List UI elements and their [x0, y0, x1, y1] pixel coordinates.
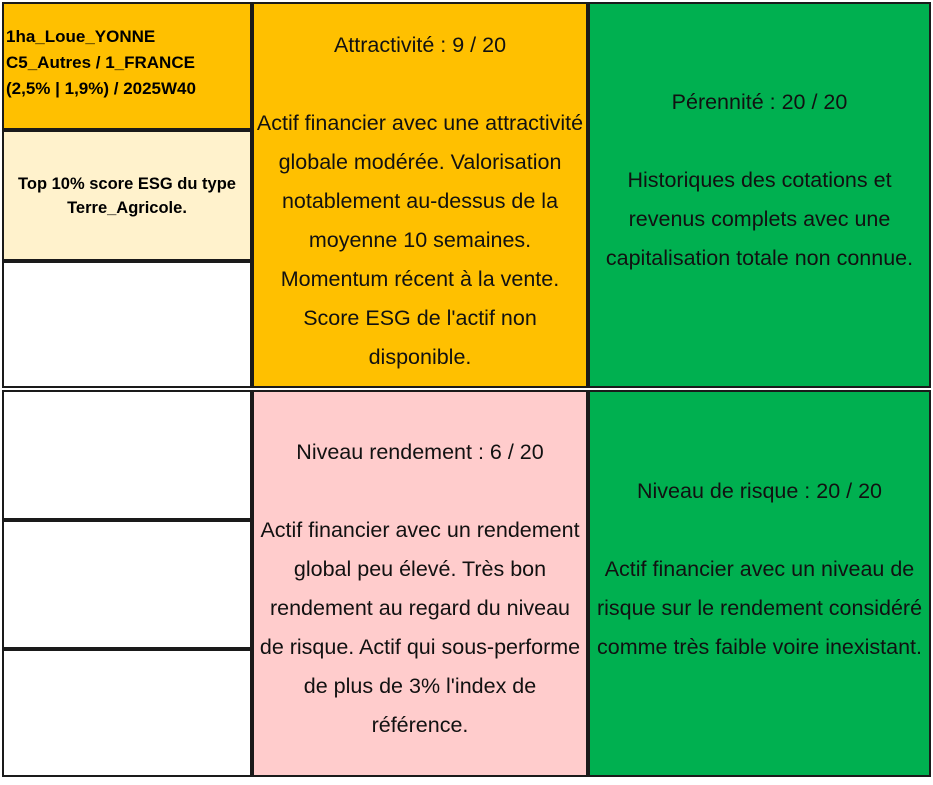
perennite-description: Historiques des cotations et revenus complets avec une capitalisation totale non connue.: [605, 168, 914, 270]
empty-cell: [2, 520, 252, 649]
asset-identifier-cell: [2, 2, 252, 130]
rendement-title: Niveau rendement : 6 / 20: [296, 440, 544, 464]
esg-note-text: Top 10% score ESG du type Terre_Agricole.: [18, 174, 236, 217]
risque-block: [588, 390, 931, 777]
risque-title: Niveau de risque : 20 / 20: [636, 479, 882, 503]
empty-cell: [2, 649, 252, 777]
risque-description: Actif financier avec un niveau de risque sur le rendement considéré comme très faible voire inexistant.: [596, 557, 923, 659]
asset-rates-week: (2,5% | 1,9%) / 2025W40: [6, 79, 196, 98]
perennite-block: [588, 2, 931, 388]
rendement-description: Actif financier avec un rendement global peu élevé. Très bon rendement au regard du niveau de risque. Actif qui sous-performe de plus de 3% l'index de référence.: [259, 518, 581, 737]
empty-cell: [2, 261, 252, 388]
rendement-block: [252, 390, 588, 777]
asset-category: C5_Autres / 1_FRANCE: [6, 53, 195, 72]
attractivite-block: [252, 2, 588, 388]
attractivite-description: Actif financier avec une attractivité globale modérée. Valorisation notablement au-dessus de la moyenne 10 semaines. Momentum récent à la vente. Score ESG de l'actif non disponible.: [256, 111, 584, 369]
esg-note-cell: [2, 130, 252, 261]
asset-name: 1ha_Loue_YONNE: [6, 27, 156, 46]
perennite-title: Pérennité : 20 / 20: [671, 90, 848, 114]
attractivite-title: Attractivité : 9 / 20: [333, 33, 507, 57]
empty-cell: [2, 390, 252, 520]
